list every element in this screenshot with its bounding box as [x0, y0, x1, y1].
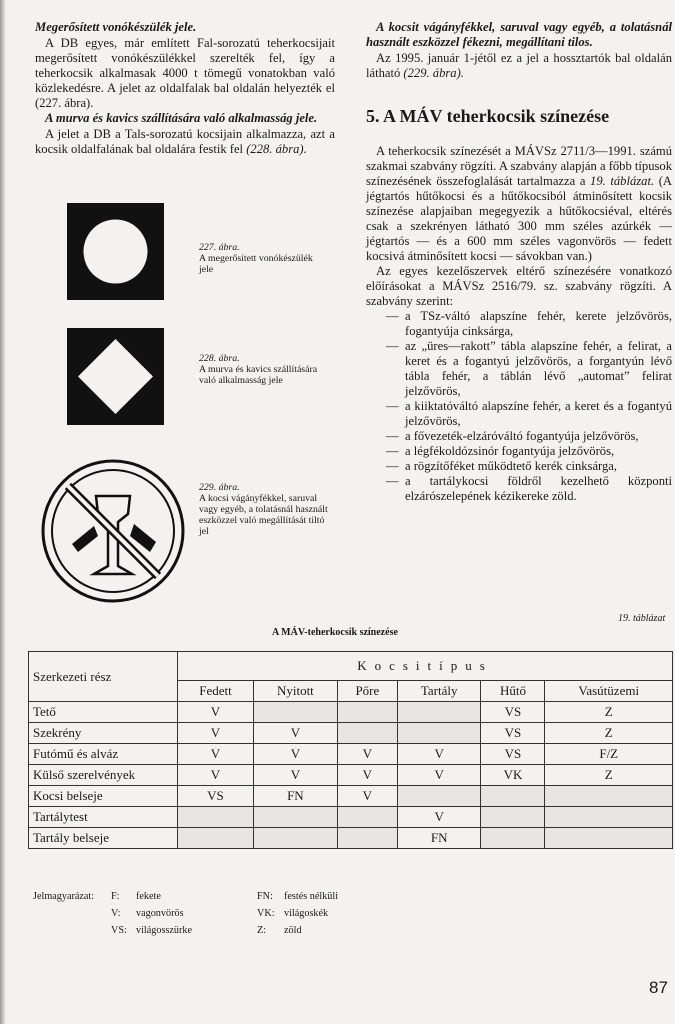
right-column — [366, 20, 672, 504]
table-cell — [178, 828, 254, 849]
list-item: — az „üres—rakott” tábla alapszíne fehér, a felirat, a keret és a fogantyú jelzővörös, a forgantyún lévő tábla fehér, a táblán lévő „automat” felirat jelzővörös, — [386, 339, 672, 399]
legend-value: világoskék — [284, 908, 329, 919]
list-item: — a fővezeték-elzáróváltó fogantyúja jelzővörös, — [386, 429, 672, 444]
table-cell — [337, 723, 397, 744]
table-cell: V — [337, 765, 397, 786]
table-cell — [481, 807, 545, 828]
table-cell: Z — [545, 723, 673, 744]
table-cell: F/Z — [545, 744, 673, 765]
table-cell — [337, 828, 397, 849]
table-row — [29, 807, 673, 828]
column-header: Vasútüzemi — [545, 681, 673, 702]
table-cell: Z — [545, 702, 673, 723]
table-cell — [253, 807, 337, 828]
legend-key: VK: — [257, 908, 275, 919]
column-header: Hűtő — [481, 681, 545, 702]
paragraph-gravel-transport: A jelet a DB a Tals-sorozatú kocsijain alkalmazza, azt a kocsik oldalfalának bal oldalára festik fel (228. ábra). — [35, 127, 335, 156]
legend-value: zöld — [284, 925, 302, 936]
table-cell — [481, 786, 545, 807]
section-title-gravel-transport: A murva és kavics szállítására való alkalmasság jele. — [45, 111, 318, 125]
table-cell: V — [178, 744, 254, 765]
table-cell: FN — [397, 828, 481, 849]
table-row — [29, 723, 673, 744]
table-cell: VS — [178, 786, 254, 807]
legend-key: FN: — [257, 891, 273, 902]
table-number: 19. táblázat — [618, 613, 666, 624]
list-item: — a rögzítőféket működtető kerék cinksárga, — [386, 459, 672, 474]
table-cell: V — [337, 744, 397, 765]
list-item: — a TSz-váltó alapszíne fehér, kerete jelzővörös, fogantyúja cinksárga, — [386, 309, 672, 339]
group-header: Kocsitípus — [178, 652, 673, 681]
column-header: Pőre — [337, 681, 397, 702]
table-cell: V — [253, 765, 337, 786]
column-header: Nyitott — [253, 681, 337, 702]
column-header: Fedett — [178, 681, 254, 702]
table-header-row — [29, 652, 673, 681]
table-cell: V — [253, 723, 337, 744]
table-cell: V — [397, 744, 481, 765]
paragraph-brake-prohibition: Az 1995. január 1-jétől ez a jel a hossztartók bal oldalán látható (229. ábra). — [366, 51, 672, 80]
table-cell — [337, 807, 397, 828]
page-number: 87 — [649, 978, 668, 997]
table-cell: VS — [481, 702, 545, 723]
table-cell — [178, 807, 254, 828]
column-header: Tartály — [397, 681, 481, 702]
figure-229-caption: 229. ábra. A kocsi vágányfékkel, saruval vagy egyéb, a tolatásnál használt eszközzel való megállítását tiltó jel — [199, 482, 328, 537]
table-cell: V — [178, 702, 254, 723]
row-label: Kocsi belseje — [29, 786, 178, 807]
row-label: Tartálytest — [29, 807, 178, 828]
table-cell — [253, 702, 337, 723]
table-cell: V — [178, 723, 254, 744]
row-label: Futómű és alváz — [29, 744, 178, 765]
row-label: Tartály belseje — [29, 828, 178, 849]
legend-value: festés nélküli — [284, 891, 339, 902]
table-cell — [545, 828, 673, 849]
figure-228-caption: 228. ábra. A murva és kavics szállítására való alkalmasság jele — [199, 353, 318, 386]
left-column — [35, 20, 335, 157]
legend-value: fekete — [136, 891, 161, 902]
legend-key: VS: — [111, 925, 127, 936]
list-item: — a légfékoldózsinór fogantyúja jelzővörös, — [386, 444, 672, 459]
table-cell: VS — [481, 744, 545, 765]
legend-value: vagonvörös — [136, 908, 184, 919]
table-cell — [481, 828, 545, 849]
legend-key: F: — [111, 891, 120, 902]
controls-color-list — [366, 309, 672, 504]
row-label: Szekrény — [29, 723, 178, 744]
figure-228-gravel-transport-sign — [67, 328, 164, 425]
figure-229-no-brake-shoe-sign — [38, 456, 188, 606]
table-cell — [253, 828, 337, 849]
table-cell — [545, 807, 673, 828]
table-row — [29, 744, 673, 765]
legend-key: V: — [111, 908, 121, 919]
table-cell — [337, 702, 397, 723]
figure-227-caption: 227. ábra. A megerősített vonókészülék jele — [199, 242, 313, 275]
table-cell: FN — [253, 786, 337, 807]
figure-227-reinforced-coupler-sign — [67, 203, 164, 300]
table-body — [29, 702, 673, 849]
row-header: Szerkezeti rész — [29, 652, 178, 702]
table-cell: V — [337, 786, 397, 807]
table-cell — [397, 786, 481, 807]
table-cell: VS — [481, 723, 545, 744]
table-row — [29, 828, 673, 849]
legend-key: Z: — [257, 925, 267, 936]
table-cell: V — [253, 744, 337, 765]
table-row — [29, 702, 673, 723]
table-cell: V — [178, 765, 254, 786]
table-cell — [397, 702, 481, 723]
page-gutter-shadow — [0, 0, 6, 1024]
table-cell: Z — [545, 765, 673, 786]
table-row — [29, 786, 673, 807]
table-cell — [545, 786, 673, 807]
section-title-reinforced-coupler: Megerősített vonókészülék jele. — [35, 20, 197, 34]
paragraph-reinforced-coupler: A DB egyes, már említett Fal-sorozatú teherkocsijait megerősített vonókészülékkel szerelték fel, így a teherkocsik alkalmasak 4000 t tömegű vonatokban való közlekedésre. A jelet az oldalfalak bal oldalán helyezték el (227. ábra). — [35, 36, 335, 110]
row-label: Külső szerelvények — [29, 765, 178, 786]
table-caption: A MÁV-teherkocsik színezése — [272, 627, 398, 638]
paragraph-coloring-standard: A teherkocsik színezését a MÁVSz 2711/3—1991. számú szakmai szabvány rögzíti. A szabvány alapján a főbb típusok színezésének összefoglalását tartalmazza a 19. táblázat. (A jégtartós hűtőkocsi és a hűtőkocsiból átminősített kocsik színezése alapjaiban megegyezik a hűtőkocsiéval, eltérés csak a szekrényen látható 300 mm széles azúrkék — jégtartós — és a 600 mm széles vagonvörös — fedett kocsivá átminősített kocsi — sávokban van.) — [366, 144, 673, 263]
table-row — [29, 765, 673, 786]
coloring-table — [28, 651, 673, 849]
table-cell — [397, 723, 481, 744]
list-item: — a tartálykocsi földről kezelhető központi elzárószelepének kézikereke zöld. — [386, 474, 672, 504]
chapter-heading: 5. A MÁV teherkocsik színezése — [366, 106, 610, 126]
legend-value: világosszürke — [136, 925, 193, 936]
table-cell: V — [397, 765, 481, 786]
paragraph-controls-standard: Az egyes kezelőszervek eltérő színezésére vonatkozó előírásokat a MÁVSz 2516/79. sz. szabvány rögzíti. A szabvány szerint: — [366, 264, 672, 308]
row-label: Tető — [29, 702, 178, 723]
table-cell: V — [397, 807, 481, 828]
section-title-brake-prohibition: A kocsit vágányfékkel, saruval vagy egyéb, a tolatásnál használt eszközzel fékezni, megállítani tilos. — [366, 20, 672, 49]
table-cell: VK — [481, 765, 545, 786]
list-item: — a kiiktatóváltó alapszíne fehér, a keret és a fogantyú jelzővörös, — [386, 399, 672, 429]
legend-title: Jelmagyarázat: — [33, 891, 95, 902]
